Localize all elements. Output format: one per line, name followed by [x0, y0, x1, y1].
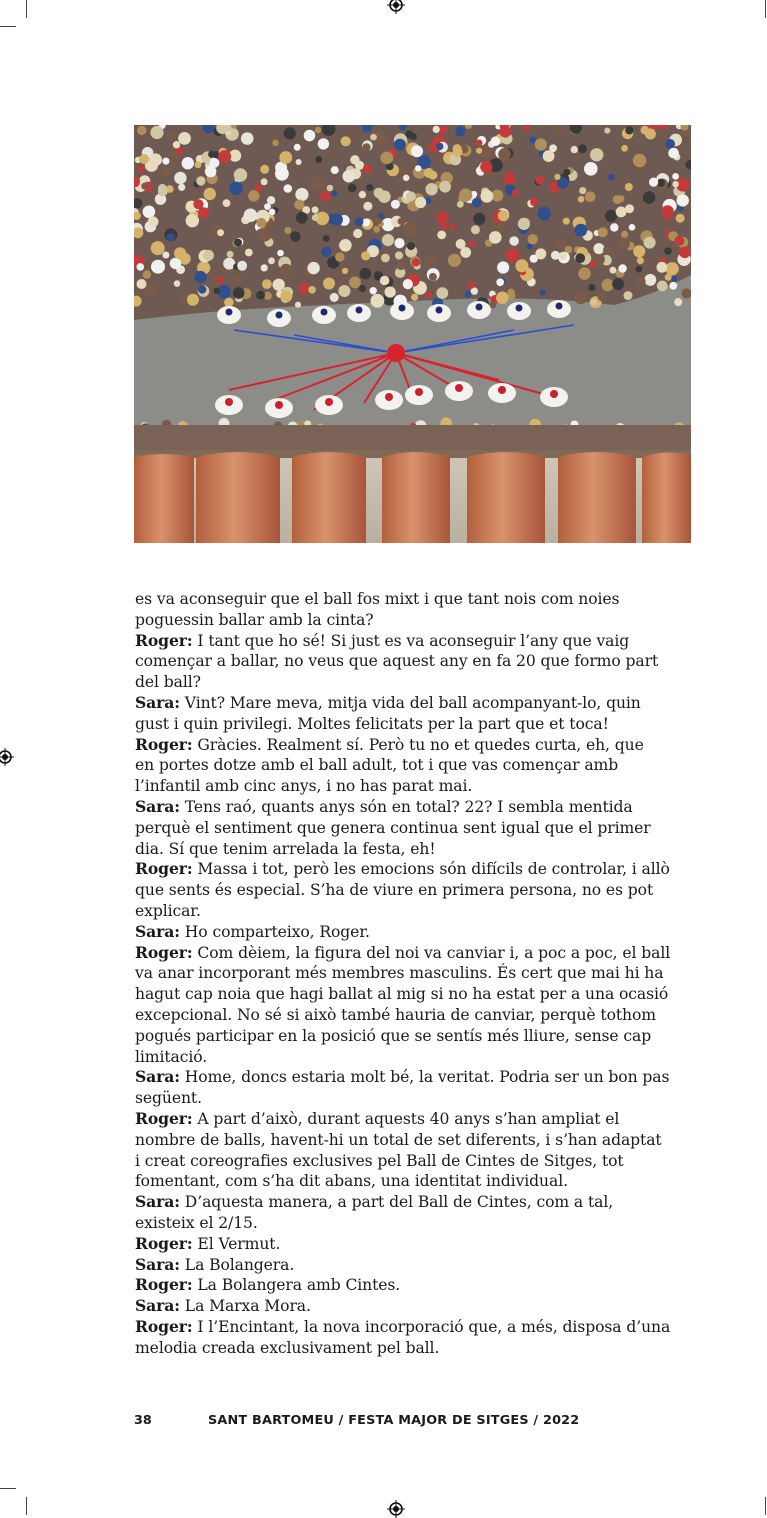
text-line — [135, 776, 695, 797]
roof-tiles — [134, 450, 691, 543]
line-text: El Vermut. — [192, 1234, 281, 1253]
text-line — [135, 859, 695, 880]
text-line — [135, 1171, 695, 1192]
line-text: següent. — [135, 1089, 202, 1108]
line-text: l’infantil amb cinc anys, i no has parat mai. — [135, 777, 473, 796]
line-text: que sents és especial. S’ha de viure en primera persona, no es pot — [135, 881, 654, 900]
text-line — [135, 631, 695, 652]
text-line — [135, 922, 695, 943]
speaker-name: Roger: — [135, 942, 193, 962]
text-line — [135, 1275, 695, 1296]
speaker-name: Sara: — [135, 921, 180, 941]
line-text: gust i quin privilegi. Moltes felicitats per la part que et toca! — [135, 714, 609, 733]
text-line — [135, 714, 695, 735]
text-line — [135, 1338, 695, 1359]
text-line — [135, 651, 695, 672]
crop-mark — [26, 0, 27, 18]
article-body — [135, 589, 695, 1358]
line-text: D’aquesta manera, a part del Ball de Cintes, com a tal, — [179, 1193, 614, 1212]
text-line — [135, 693, 695, 714]
line-text: Home, doncs estaria molt bé, la veritat. Podria ser un bon pas — [179, 1068, 670, 1087]
line-text: limitació. — [135, 1047, 208, 1066]
text-line — [135, 1109, 695, 1130]
text-line — [135, 1213, 695, 1234]
text-line — [135, 818, 695, 839]
registration-mark-icon — [387, 1500, 405, 1518]
line-text: hagut cap noia que hagi ballat al mig si no ha estat per a una ocasió — [135, 985, 669, 1004]
speaker-name: Sara: — [135, 1067, 180, 1087]
line-text: Ho comparteixo, Roger. — [179, 922, 370, 941]
crop-mark — [0, 26, 16, 27]
speaker-name: Sara: — [135, 692, 180, 712]
speaker-name: Sara: — [135, 1296, 180, 1316]
text-line — [135, 1192, 695, 1213]
text-line — [135, 755, 695, 776]
line-text: en portes dotze amb el ball adult, tot i que vas començar amb — [135, 756, 619, 775]
line-text: nombre de balls, havent-hi un total de set diferents, i s’han adaptat — [135, 1130, 662, 1149]
text-line — [135, 880, 695, 901]
speaker-name: Sara: — [135, 1254, 180, 1274]
page-footer — [134, 1413, 634, 1433]
line-text: explicar. — [135, 901, 201, 920]
text-line — [135, 984, 695, 1005]
text-line — [135, 1317, 695, 1338]
line-text: Massa i tot, però les emocions són difícils de controlar, i allò — [192, 860, 670, 879]
line-text: Gràcies. Realment sí. Però tu no et quedes curta, eh, que — [192, 735, 644, 754]
text-line — [135, 1005, 695, 1026]
line-text: pogués participar en la posició que se sentís més lliure, sense cap — [135, 1026, 652, 1045]
text-line — [135, 1151, 695, 1172]
text-line — [135, 1130, 695, 1151]
line-text: poguessin ballar amb la cinta? — [135, 610, 374, 629]
line-text: Tens raó, quants anys són en total? 22? I sembla mentida — [179, 797, 633, 816]
line-text: existeix el 2/15. — [135, 1213, 258, 1232]
text-line — [135, 1067, 695, 1088]
line-text: dia. Sí que tenim arrelada la festa, eh! — [135, 839, 436, 858]
line-text: La Bolangera amb Cintes. — [192, 1276, 401, 1295]
text-line — [135, 610, 695, 631]
line-text: fomentant, com s’ha dit abans, una identitat individual. — [135, 1172, 568, 1191]
text-line — [135, 901, 695, 922]
line-text: començar a ballar, no veus que aquest any en fa 20 que formo part — [135, 652, 659, 671]
speaker-name: Roger: — [135, 1275, 193, 1295]
line-text: es va aconseguir que el ball fos mixt i que tant nois com noies — [135, 590, 620, 608]
speaker-name: Sara: — [135, 796, 180, 816]
speaker-name: Roger: — [135, 734, 193, 754]
speaker-name: Roger: — [135, 1108, 193, 1128]
line-text: La Bolangera. — [179, 1255, 295, 1274]
line-text: excepcional. No sé si això també hauria de canviar, perquè tothom — [135, 1005, 656, 1024]
registration-mark-icon — [0, 748, 14, 766]
text-line — [135, 963, 695, 984]
line-text: melodia creada exclusivament pel ball. — [135, 1338, 440, 1357]
crop-mark — [26, 1497, 27, 1515]
crowd-dancers-photo — [134, 125, 691, 543]
text-line — [135, 797, 695, 818]
text-line — [135, 1255, 695, 1276]
text-line — [135, 1026, 695, 1047]
page-number: 38 — [134, 1413, 152, 1428]
text-line — [135, 1296, 695, 1317]
line-text: Vint? Mare meva, mitja vida del ball acompanyant-lo, quin — [179, 693, 641, 712]
line-text: Com dèiem, la figura del noi va canviar i, a poc a poc, el ball — [192, 943, 671, 962]
speaker-name: Roger: — [135, 1233, 193, 1253]
line-text: I l’Encintant, la nova incorporació que, a més, disposa d’una — [192, 1317, 671, 1336]
text-line — [135, 839, 695, 860]
text-line — [135, 943, 695, 964]
speaker-name: Roger: — [135, 1316, 193, 1336]
crop-mark — [0, 1488, 16, 1489]
speaker-name: Sara: — [135, 1192, 180, 1212]
line-text: I tant que ho sé! Si just es va aconseguir l’any que vaig — [192, 631, 630, 650]
text-line — [135, 735, 695, 756]
line-text: i creat coreografies exclusives pel Ball de Cintes de Sitges, tot — [135, 1151, 624, 1170]
text-line — [135, 1234, 695, 1255]
line-text: perquè el sentiment que genera continua sent igual que el primer — [135, 818, 651, 837]
line-text: La Marxa Mora. — [179, 1297, 311, 1316]
line-text: del ball? — [135, 673, 201, 692]
line-text: va anar incorporant més membres masculins. És cert que mai hi ha — [135, 964, 664, 983]
text-line — [135, 1047, 695, 1068]
crop-mark — [765, 1497, 766, 1515]
registration-mark-icon — [387, 0, 405, 14]
text-line — [135, 672, 695, 693]
running-title: SANT BARTOMEU / FESTA MAJOR DE SITGES / 2022 — [208, 1413, 580, 1428]
text-line — [135, 1088, 695, 1109]
speaker-name: Roger: — [135, 859, 193, 879]
text-line — [135, 589, 695, 610]
speaker-name: Roger: — [135, 630, 193, 650]
crop-mark — [765, 0, 766, 18]
line-text: A part d’això, durant aquests 40 anys s’han ampliat el — [192, 1109, 620, 1128]
